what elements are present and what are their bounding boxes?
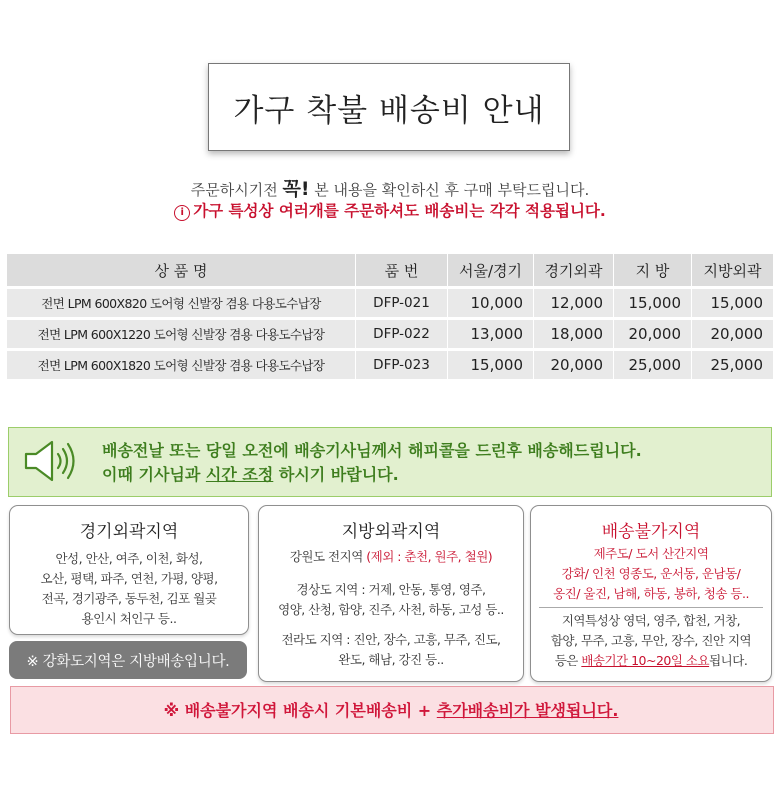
- col-header-seoul: 서울/경기: [447, 254, 533, 286]
- delay-notice: [531, 611, 771, 671]
- fee-seoul: 15,000: [447, 351, 533, 379]
- product-code: DFP-023: [355, 351, 447, 379]
- col-header-product: 상 품 명: [7, 254, 355, 286]
- fee-province-outer: 25,000: [691, 351, 773, 379]
- col-header-province: 지 방: [613, 254, 691, 286]
- fee-gyeonggi-outer: 12,000: [533, 289, 613, 317]
- product-code: DFP-021: [355, 289, 447, 317]
- delay-period: 배송기간 10~20일 소요: [581, 653, 710, 668]
- table-row: [7, 351, 773, 379]
- col-header-code: 품 번: [355, 254, 447, 286]
- fee-province: 25,000: [613, 351, 691, 379]
- fee-province: 20,000: [613, 320, 691, 348]
- intro-line-1: [0, 174, 780, 201]
- gyeonggi-outer-region-box: [9, 505, 249, 635]
- intro-emphasis: 꼭!: [282, 178, 310, 200]
- region-title: 지방외곽지역: [341, 522, 441, 542]
- delay-text-after: 됩니다.: [709, 653, 748, 668]
- fee-province-outer: 15,000: [691, 289, 773, 317]
- fee-seoul: 13,000: [447, 320, 533, 348]
- notice-text: 이때 기사님과: [102, 465, 206, 484]
- region-list: [10, 549, 248, 629]
- region-line: 전라도 지역 : 진안, 장수, 고흥, 무주, 진도,: [281, 632, 501, 647]
- product-code: DFP-022: [355, 320, 447, 348]
- fee-province-outer: 20,000: [691, 320, 773, 348]
- region-line: [531, 651, 771, 671]
- extra-fee-underlined: 추가배송비가 발생됩니다.: [436, 701, 619, 720]
- undeliverable-list: [531, 544, 771, 604]
- intro-line-2: [0, 199, 780, 221]
- region-line: 옹진/ 울진, 남해, 하동, 봉하, 청송 등..: [553, 586, 749, 601]
- region-line: 경상도 지역 : 거제, 안동, 통영, 영주,: [296, 582, 486, 597]
- gangwon-line: [259, 547, 523, 567]
- region-title: 경기외곽지역: [79, 522, 179, 542]
- intro-warning: 가구 특성상 여러개를 주문하셔도 배송비는 각각 적용됩니다.: [193, 202, 606, 220]
- notice-line-1: 배송전날 또는 당일 오전에 배송기사님께서 해피콜을 드린후 배송해드립니다.: [102, 441, 642, 460]
- province-outer-region-box: [258, 505, 524, 682]
- ganghwa-note: ※ 강화도지역은 지방배송입니다.: [9, 641, 247, 679]
- gangwon-text: 강원도 전지역: [289, 549, 367, 564]
- intro-text: 주문하시기전: [190, 181, 283, 199]
- fee-seoul: 10,000: [447, 289, 533, 317]
- fee-gyeonggi-outer: 18,000: [533, 320, 613, 348]
- region-line: 함양, 무주, 고흥, 무안, 장수, 진안 지역: [550, 633, 752, 648]
- divider: [539, 607, 763, 608]
- extra-fee-prefix: ※ 배송불가지역 배송시 기본배송비 +: [163, 701, 437, 720]
- speaker-icon: [22, 437, 82, 485]
- table-header-row: [7, 254, 773, 286]
- region-line: 용인시 처인구 등..: [81, 611, 177, 626]
- region-line: 전곡, 경기광주, 동두천, 김포 월곶: [41, 591, 217, 606]
- gangwon-exclusion: (제외 : 춘천, 원주, 철원): [366, 549, 493, 564]
- notice-underlined: 시간 조정: [205, 465, 274, 484]
- delay-text: 등은: [554, 653, 582, 668]
- jeolla-list: [259, 630, 523, 670]
- region-line: 지역특성상 영덕, 영주, 합천, 거창,: [561, 613, 741, 628]
- product-name: 전면 LPM 600X1220 도어형 신발장 겸용 다용도수납장: [7, 320, 355, 348]
- info-icon: i: [174, 205, 190, 221]
- region-line: 안성, 안산, 여주, 이천, 화성,: [55, 551, 203, 566]
- undeliverable-region-box: [530, 505, 772, 682]
- table-row: [7, 320, 773, 348]
- notice-line-2: [102, 462, 399, 485]
- product-name: 전면 LPM 600X820 도어형 신발장 겸용 다용도수납장: [7, 289, 355, 317]
- shipping-fee-table: [7, 251, 773, 382]
- region-line: 완도, 해남, 강진 등..: [338, 652, 444, 667]
- col-header-gyeonggi-outer: 경기외곽: [533, 254, 613, 286]
- product-name: 전면 LPM 600X1820 도어형 신발장 겸용 다용도수납장: [7, 351, 355, 379]
- region-title: 배송불가지역: [601, 522, 701, 542]
- region-line: 강화/ 인천 영종도, 운서동, 운남동/: [561, 566, 741, 581]
- intro-text-after: 본 내용을 확인하신 후 구매 부탁드립니다.: [309, 181, 590, 199]
- notice-text-after: 하시기 바랍니다.: [273, 465, 399, 484]
- region-line: 제주도/ 도서 산간지역: [593, 546, 709, 561]
- fee-gyeonggi-outer: 20,000: [533, 351, 613, 379]
- region-line: 영양, 산청, 함양, 진주, 사천, 하동, 고성 등..: [278, 602, 504, 617]
- extra-fee-text: [10, 698, 772, 721]
- region-line: 오산, 평택, 파주, 연천, 가평, 양평,: [40, 571, 218, 586]
- fee-province: 15,000: [613, 289, 691, 317]
- table-row: [7, 289, 773, 317]
- page-title: 가구 착불 배송비 안내: [208, 63, 570, 151]
- gyeongsang-list: [259, 580, 523, 620]
- col-header-province-outer: 지방외곽: [691, 254, 773, 286]
